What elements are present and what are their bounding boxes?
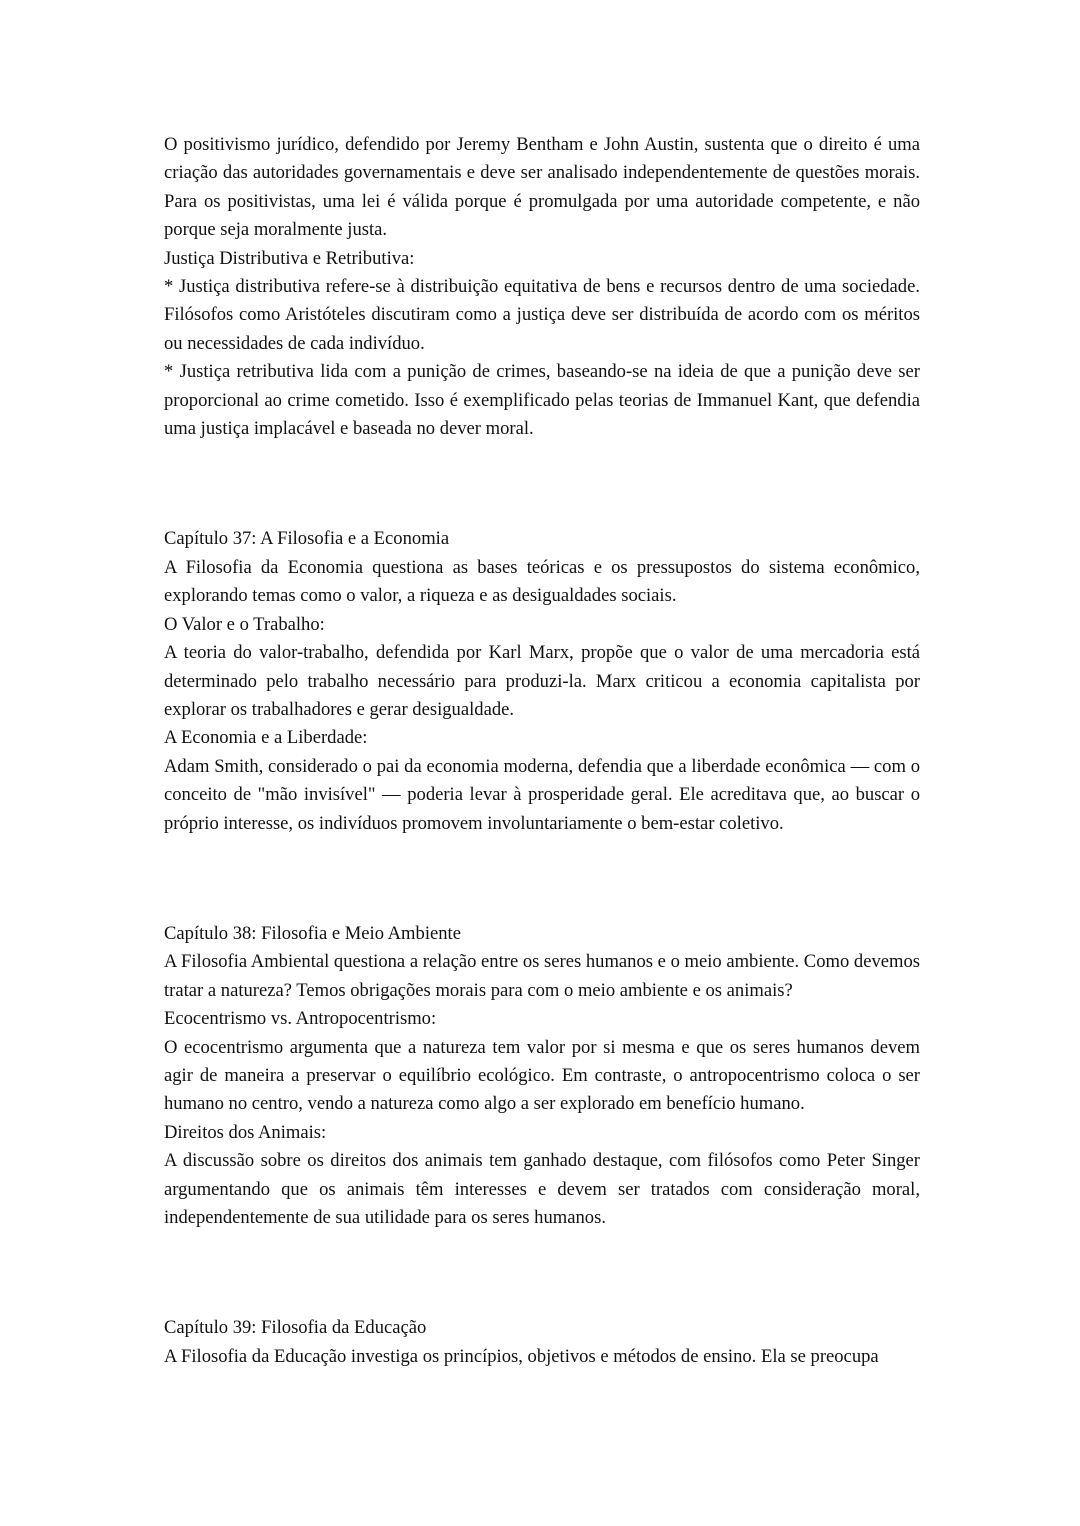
chapter-39-title: Capítulo 39: Filosofia da Educação bbox=[164, 1317, 427, 1339]
chapter-37-title: Capítulo 37: A Filosofia e a Economia bbox=[164, 528, 450, 550]
paragraph-valor-trabalho: A teoria do valor-trabalho, defendida por Karl Marx, propõe que o valor de uma mercadoria está determinado pelo trabalho necessário para produzi-la. Marx criticou a economia capitalista por explorar os trabalhadores e gerar desigualdade. bbox=[164, 642, 920, 720]
bullet-justica-retributiva: * Justiça retributiva lida com a punição de crimes, baseando-se na ideia de que a punição deve ser proporcional ao crime cometido. Isso é exemplificado pelas teorias de Immanuel Kant, que defendia uma justiça implacável e baseada no dever moral. bbox=[164, 361, 920, 440]
subheading-economia-liberdade: A Economia e a Liberdade: bbox=[164, 727, 368, 749]
paragraph-ecocentrismo: O ecocentrismo argumenta que a natureza tem valor por si mesma e que os seres humanos devem agir de maneira a preservar o equilíbrio ecológico. Em contraste, o antropocentrismo coloca o ser humano no centro, vendo a natureza como algo a ser explorado em benefício humano. bbox=[164, 1036, 920, 1115]
subheading-valor-trabalho: O Valor e o Trabalho: bbox=[164, 613, 325, 635]
section-36-tail bbox=[164, 131, 920, 443]
subheading-direitos-animais: Direitos dos Animais: bbox=[164, 1121, 327, 1143]
subheading-ecocentrismo: Ecocentrismo vs. Antropocentrismo: bbox=[164, 1008, 437, 1030]
subheading-justica: Justiça Distributiva e Retributiva: bbox=[164, 247, 415, 269]
paragraph-direitos-animais: A discussão sobre os direitos dos animais tem ganhado destaque, com filósofos como Peter Singer argumentando que os animais têm interesses e devem ser tratados com consideração moral, independentemente de sua utilidade para os seres humanos. bbox=[164, 1150, 920, 1228]
chapter-39-intro: A Filosofia da Educação investiga os princípios, objetivos e métodos de ensino. Ela se preocupa bbox=[164, 1345, 879, 1367]
chapter-39 bbox=[164, 1314, 920, 1371]
spacer bbox=[164, 838, 920, 920]
chapter-38-intro: A Filosofia Ambiental questiona a relação entre os seres humanos e o meio ambiente. Como devemos tratar a natureza? Temos obrigações morais para com o meio ambiente e os animais? bbox=[164, 951, 920, 1001]
chapter-38-title: Capítulo 38: Filosofia e Meio Ambiente bbox=[164, 922, 461, 944]
paragraph-economia-liberdade: Adam Smith, considerado o pai da economia moderna, defendia que a liberdade econômica — com o conceito de "mão invisível" — poderia levar à prosperidade geral. Ele acreditava que, ao buscar o próprio interesse, os indivíduos promovem involuntariamente o bem-estar coletivo. bbox=[164, 755, 920, 834]
paragraph-positivismo: O positivismo jurídico, defendido por Jeremy Bentham e John Austin, sustenta que o direito é uma criação das autoridades governamentais e deve ser analisado independentemente de questões morais. Para os positivistas, uma lei é válida porque é promulgada por uma autoridade competente, e não porque seja moralmente justa. bbox=[164, 134, 920, 241]
bullet-justica-distributiva: * Justiça distributiva refere-se à distribuição equitativa de bens e recursos dentro de uma sociedade. Filósofos como Aristóteles discutiram como a justiça deve ser distribuída de acordo com os méritos ou necessidades de cada indivíduo. bbox=[164, 276, 920, 354]
spacer bbox=[164, 443, 920, 525]
chapter-37-intro: A Filosofia da Economia questiona as bases teóricas e os pressupostos do sistema econômico, explorando temas como o valor, a riqueza e as desigualdades sociais. bbox=[164, 556, 920, 607]
chapter-37 bbox=[164, 525, 920, 837]
chapter-38 bbox=[164, 920, 920, 1232]
document-page bbox=[164, 131, 920, 1371]
spacer bbox=[164, 1232, 920, 1314]
